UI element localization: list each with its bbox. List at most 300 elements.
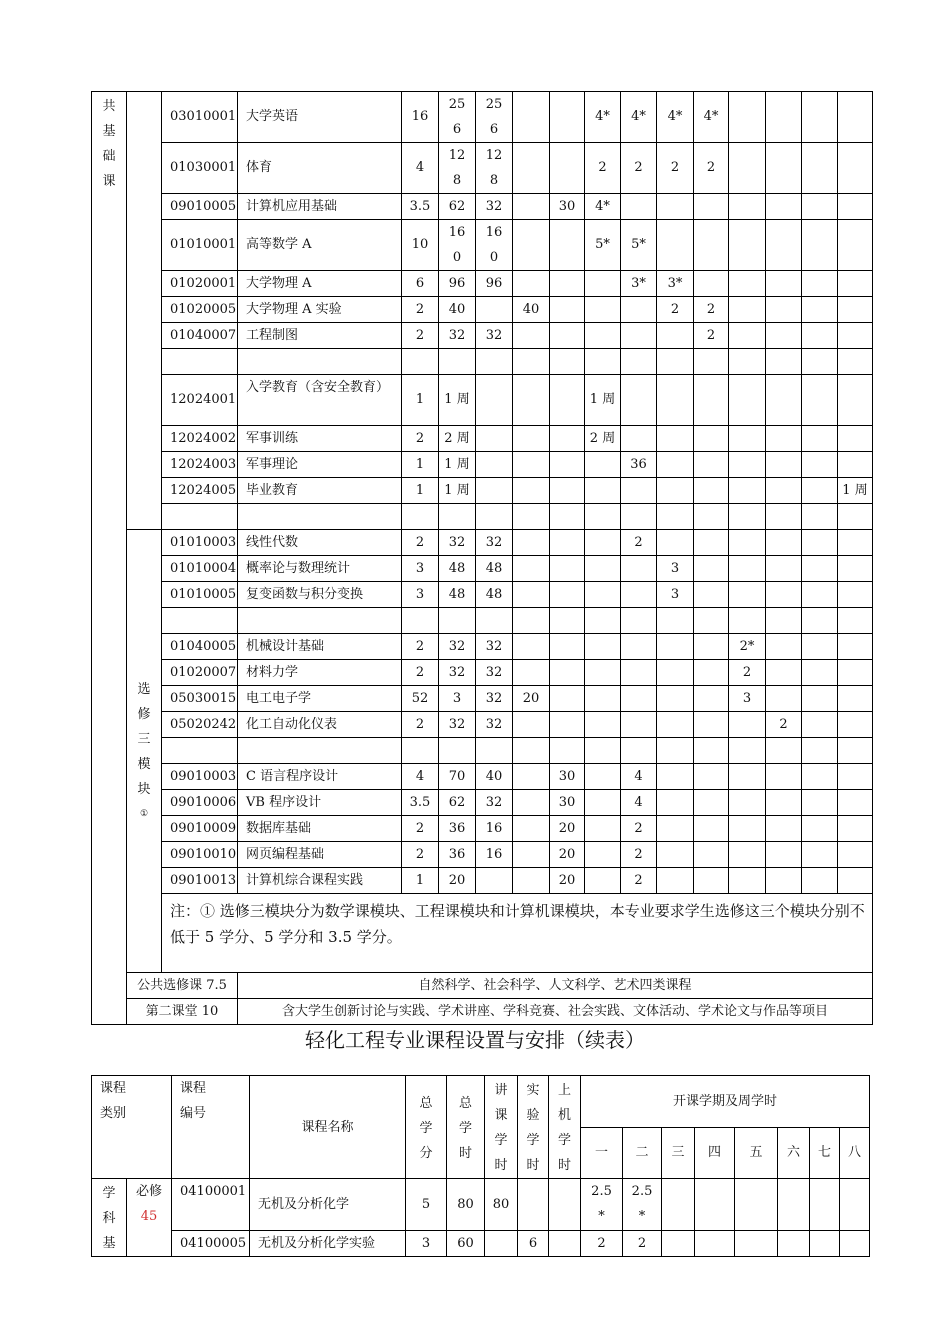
course-s5 (729, 193, 766, 219)
public-elective-row (92, 972, 873, 998)
course-s8 (838, 685, 873, 711)
course-code: 01030001 (162, 142, 238, 193)
course-credit: 2 (402, 296, 439, 322)
course-s2: 4 (621, 789, 657, 815)
course-code (162, 503, 238, 529)
header-exp (518, 1076, 549, 1179)
course-s3: 2 (657, 142, 694, 193)
course-exp (513, 711, 550, 737)
header-total (447, 1076, 485, 1179)
category-elective-modules-char: 选 (137, 681, 151, 697)
course-credit: 1 (402, 374, 439, 425)
course-comp (550, 503, 585, 529)
category-elective-modules-char: 修 (137, 706, 151, 722)
course-credit: 1 (402, 477, 439, 503)
course-s4 (694, 737, 729, 763)
course-code: 01020001 (162, 270, 238, 296)
course-s3 (657, 219, 694, 270)
category-discipline-basic-char: 学 (102, 1186, 116, 1201)
course-s8 (838, 711, 873, 737)
course-s4: 2 (694, 296, 729, 322)
course-comp (550, 348, 585, 374)
header-lecture-char: 课 (494, 1108, 508, 1123)
required-credit-cell (127, 1179, 172, 1257)
course-s2: 2 (623, 1230, 662, 1256)
course-s3 (657, 451, 694, 477)
course-exp (513, 633, 550, 659)
course-exp (513, 503, 550, 529)
course-s8 (838, 659, 873, 685)
course-s1 (585, 296, 621, 322)
course-exp (513, 270, 550, 296)
category-elective-modules-char: 块 (137, 781, 151, 797)
course-code: 12024003 (162, 451, 238, 477)
course-s1 (585, 815, 621, 841)
course-name: 军事理论 (238, 451, 402, 477)
course-lecture: 32 (476, 529, 513, 555)
course-s5 (729, 348, 766, 374)
course-total: 32 (439, 659, 476, 685)
course-s7 (802, 425, 838, 451)
course-total: 12 8 (439, 142, 476, 193)
category-public-basic-char: 课 (102, 173, 116, 189)
course-code: 01010004 (162, 555, 238, 581)
course-credit: 52 (402, 685, 439, 711)
course-s2 (621, 581, 657, 607)
course-row (92, 841, 873, 867)
header-comp-char: 机 (558, 1108, 572, 1123)
course-s8 (840, 1179, 870, 1231)
course-row (92, 322, 873, 348)
course-exp (513, 841, 550, 867)
course-s5 (729, 91, 766, 142)
course-s5 (729, 451, 766, 477)
course-s2 (621, 193, 657, 219)
course-s5 (735, 1179, 778, 1231)
course-s1: 2 周 (585, 425, 621, 451)
course-row (92, 711, 873, 737)
course-code: 04100001 (172, 1179, 250, 1231)
course-total: 60 (447, 1230, 485, 1256)
course-s4 (694, 555, 729, 581)
course-total: 1 周 (439, 477, 476, 503)
course-lecture: 32 (476, 685, 513, 711)
course-s1 (585, 737, 621, 763)
course-row (92, 685, 873, 711)
course-s6 (766, 348, 802, 374)
course-s4 (694, 581, 729, 607)
course-lecture (476, 867, 513, 893)
course-s7 (802, 659, 838, 685)
course-s5 (729, 737, 766, 763)
second-class-label: 第二课堂 10 (127, 998, 238, 1024)
course-s8 (838, 789, 873, 815)
course-comp (550, 659, 585, 685)
header-credit-char: 分 (419, 1145, 433, 1161)
course-lecture (476, 737, 513, 763)
course-row (92, 219, 873, 270)
course-s1 (585, 685, 621, 711)
course-s7 (802, 296, 838, 322)
course-s6 (766, 425, 802, 451)
course-s4 (694, 425, 729, 451)
course-s7 (802, 607, 838, 633)
course-code (162, 607, 238, 633)
course-s1: 2 (581, 1230, 623, 1256)
course-s1: 2.5 * (581, 1179, 623, 1231)
course-total: 25 6 (439, 91, 476, 142)
course-code: 05020242 (162, 711, 238, 737)
required-credits: 45 (140, 1209, 158, 1224)
course-s4 (694, 763, 729, 789)
course-name: 工程制图 (238, 322, 402, 348)
course-code: 12024005 (162, 477, 238, 503)
course-s4 (694, 348, 729, 374)
course-comp (550, 555, 585, 581)
course-s6 (766, 867, 802, 893)
course-s7 (802, 503, 838, 529)
header-exp-char: 时 (526, 1158, 540, 1173)
course-s1 (585, 841, 621, 867)
course-code: 05030015 (162, 685, 238, 711)
course-s2: 2.5 * (623, 1179, 662, 1231)
course-exp (513, 451, 550, 477)
course-s8 (838, 193, 873, 219)
course-s4: 4* (694, 91, 729, 142)
course-s6 (766, 503, 802, 529)
course-name: 化工自动化仪表 (238, 711, 402, 737)
course-s4 (694, 607, 729, 633)
course-total (439, 607, 476, 633)
header-total-char: 总 (459, 1095, 473, 1111)
course-s1 (585, 270, 621, 296)
course-code (162, 737, 238, 763)
course-comp (550, 451, 585, 477)
course-exp (513, 581, 550, 607)
course-total: 20 (439, 867, 476, 893)
course-name: 大学物理 A (238, 270, 402, 296)
course-s6 (766, 659, 802, 685)
course-s8 (838, 374, 873, 425)
course-total: 16 0 (439, 219, 476, 270)
course-name (238, 503, 402, 529)
header-exp-char: 学 (526, 1133, 540, 1148)
course-name: 毕业教育 (238, 477, 402, 503)
course-lecture: 96 (476, 270, 513, 296)
course-code: 01040005 (162, 633, 238, 659)
course-s5 (729, 270, 766, 296)
course-credit (402, 607, 439, 633)
course-s4 (694, 711, 729, 737)
course-s6 (766, 685, 802, 711)
course-comp (550, 296, 585, 322)
course-s8 (838, 503, 873, 529)
course-row (92, 296, 873, 322)
header-semester: 二 (623, 1127, 662, 1179)
course-s2 (621, 477, 657, 503)
course-name: 线性代数 (238, 529, 402, 555)
course-s7 (810, 1230, 840, 1256)
course-total: 32 (439, 633, 476, 659)
course-s2: 2 (621, 867, 657, 893)
course-exp (513, 477, 550, 503)
course-s7 (802, 581, 838, 607)
category-discipline-basic (92, 1179, 127, 1257)
course-total: 2 周 (439, 425, 476, 451)
header-lecture (485, 1076, 518, 1179)
category-public-basic-char: 共 (102, 98, 116, 114)
course-credit: 3 (402, 581, 439, 607)
course-s5 (729, 219, 766, 270)
course-comp: 20 (550, 815, 585, 841)
course-s3 (657, 503, 694, 529)
category-public-basic-char: 基 (102, 123, 116, 139)
course-s3 (662, 1179, 695, 1231)
header-total-char: 学 (459, 1120, 473, 1136)
course-s6 (766, 789, 802, 815)
course-code: 01010001 (162, 219, 238, 270)
course-s3 (657, 711, 694, 737)
header-credit (406, 1076, 447, 1179)
course-name: 数据库基础 (238, 815, 402, 841)
course-s8 (838, 91, 873, 142)
course-exp (513, 91, 550, 142)
course-credit: 2 (402, 841, 439, 867)
course-s4 (695, 1179, 735, 1231)
course-comp (550, 581, 585, 607)
course-s7 (802, 374, 838, 425)
course-row (92, 348, 873, 374)
course-s4 (694, 529, 729, 555)
course-comp (550, 607, 585, 633)
course-name: 电工电子学 (238, 685, 402, 711)
course-s8 (838, 555, 873, 581)
course-exp (513, 142, 550, 193)
course-s4 (694, 815, 729, 841)
course-lecture (476, 425, 513, 451)
course-comp (550, 374, 585, 425)
course-name: 高等数学 A (238, 219, 402, 270)
course-s3 (657, 789, 694, 815)
course-lecture: 32 (476, 659, 513, 685)
category-elective-modules-char: 模 (137, 756, 151, 772)
course-comp (550, 219, 585, 270)
public-elective-label: 公共选修课 7.5 (127, 972, 238, 998)
course-s4 (694, 374, 729, 425)
course-s6 (766, 763, 802, 789)
course-credit: 16 (402, 91, 439, 142)
course-s2: 2 (621, 841, 657, 867)
course-total: 1 周 (439, 374, 476, 425)
course-comp (550, 425, 585, 451)
course-credit: 4 (402, 763, 439, 789)
course-s4 (694, 451, 729, 477)
course-s7 (802, 270, 838, 296)
course-comp (550, 270, 585, 296)
course-lecture (476, 451, 513, 477)
course-lecture: 16 0 (476, 219, 513, 270)
course-lecture: 16 (476, 841, 513, 867)
course-name: 计算机应用基础 (238, 193, 402, 219)
course-s8 (838, 581, 873, 607)
course-s6 (766, 841, 802, 867)
course-table-body (92, 91, 873, 1024)
course-comp (550, 711, 585, 737)
course-s2 (621, 633, 657, 659)
course-row (92, 529, 873, 555)
course-table-header (91, 1075, 870, 1257)
course-exp: 6 (518, 1230, 549, 1256)
course-s5 (729, 581, 766, 607)
course-lecture (476, 374, 513, 425)
course-total: 36 (439, 841, 476, 867)
course-credit: 2 (402, 659, 439, 685)
course-s1 (585, 789, 621, 815)
course-s8 (838, 296, 873, 322)
course-s5 (729, 555, 766, 581)
course-s1 (585, 633, 621, 659)
course-s2 (621, 322, 657, 348)
course-name: 无机及分析化学 (250, 1179, 406, 1231)
header-comp-char: 时 (558, 1158, 572, 1173)
course-s8 (838, 763, 873, 789)
course-s1: 5* (585, 219, 621, 270)
course-code: 09010003 (162, 763, 238, 789)
course-s1: 4* (585, 193, 621, 219)
course-s1 (585, 348, 621, 374)
course-total: 48 (439, 555, 476, 581)
course-s4 (694, 841, 729, 867)
course-s8 (838, 451, 873, 477)
course-credit: 2 (402, 815, 439, 841)
course-exp (513, 659, 550, 685)
course-s8 (838, 142, 873, 193)
course-s1 (585, 711, 621, 737)
course-s6 (766, 219, 802, 270)
course-comp (550, 529, 585, 555)
second-class-desc: 含大学生创新讨论与实践、学术讲座、学科竞赛、社会实践、文体活动、学术论文与作品等项目 (238, 998, 873, 1024)
category-discipline-basic-char: 基 (102, 1236, 116, 1251)
course-total: 62 (439, 789, 476, 815)
course-s3 (657, 477, 694, 503)
course-s8 (838, 529, 873, 555)
course-lecture: 25 6 (476, 91, 513, 142)
header-semester: 八 (840, 1127, 870, 1179)
course-s6 (766, 374, 802, 425)
subcategory-empty (127, 91, 162, 529)
course-s7 (802, 841, 838, 867)
course-s5 (729, 374, 766, 425)
course-total: 3 (439, 685, 476, 711)
course-s3 (657, 529, 694, 555)
course-s5: 2 (729, 659, 766, 685)
course-name: 大学物理 A 实验 (238, 296, 402, 322)
header-category: 课程 类别 (92, 1076, 172, 1179)
course-credit: 2 (402, 711, 439, 737)
course-s7 (802, 451, 838, 477)
course-row (92, 193, 873, 219)
course-s5 (729, 322, 766, 348)
course-code: 01040007 (162, 322, 238, 348)
header-semester: 六 (778, 1127, 810, 1179)
course-s5: 2* (729, 633, 766, 659)
course-s8: 1 周 (838, 477, 873, 503)
course-s1 (585, 555, 621, 581)
header-code: 课程 编号 (172, 1076, 250, 1179)
course-s8 (838, 348, 873, 374)
course-s2: 5* (621, 219, 657, 270)
course-s4: 2 (694, 322, 729, 348)
course-credit: 1 (402, 867, 439, 893)
course-credit: 4 (402, 142, 439, 193)
course-s7 (802, 193, 838, 219)
course-s3 (657, 815, 694, 841)
course-credit: 3.5 (402, 789, 439, 815)
course-name: 无机及分析化学实验 (250, 1230, 406, 1256)
course-s5 (729, 763, 766, 789)
course-s4 (694, 633, 729, 659)
category-public-basic-char: 础 (102, 148, 116, 164)
course-table-continued (91, 91, 873, 1025)
course-s3: 3* (657, 270, 694, 296)
course-s7 (802, 142, 838, 193)
course-exp (518, 1179, 549, 1231)
course-credit: 3.5 (402, 193, 439, 219)
course-comp (549, 1179, 581, 1231)
course-exp (513, 374, 550, 425)
course-comp: 30 (550, 789, 585, 815)
course-lecture: 32 (476, 193, 513, 219)
course-s4 (694, 270, 729, 296)
course-s6 (766, 193, 802, 219)
course-lecture: 12 8 (476, 142, 513, 193)
header-comp-char: 上 (558, 1083, 572, 1098)
course-name: 材料力学 (238, 659, 402, 685)
course-exp (513, 348, 550, 374)
course-s7 (802, 685, 838, 711)
course-s8 (838, 841, 873, 867)
course-s7 (802, 815, 838, 841)
course-s1 (585, 451, 621, 477)
course-exp (513, 607, 550, 633)
course-s1 (585, 322, 621, 348)
course-s5 (729, 425, 766, 451)
course-s3 (657, 867, 694, 893)
course-s1 (585, 581, 621, 607)
course-code: 12024001 (162, 374, 238, 425)
course-s8 (838, 633, 873, 659)
course-s6 (766, 633, 802, 659)
category-discipline-basic-char: 科 (102, 1211, 116, 1226)
required-label: 必修 (136, 1184, 163, 1199)
course-code (162, 348, 238, 374)
course-s5 (729, 142, 766, 193)
course-s6 (766, 142, 802, 193)
course-row (92, 607, 873, 633)
course-s1 (585, 477, 621, 503)
course-s2: 2 (621, 815, 657, 841)
course-s2 (621, 711, 657, 737)
course-total: 96 (439, 270, 476, 296)
course-comp: 30 (550, 763, 585, 789)
page-title: 轻化工程专业课程设置与安排（续表） (305, 1028, 645, 1052)
course-row (92, 633, 873, 659)
course-s3 (657, 659, 694, 685)
course-row (92, 1230, 870, 1256)
course-exp: 40 (513, 296, 550, 322)
course-code: 09010006 (162, 789, 238, 815)
course-exp (513, 322, 550, 348)
